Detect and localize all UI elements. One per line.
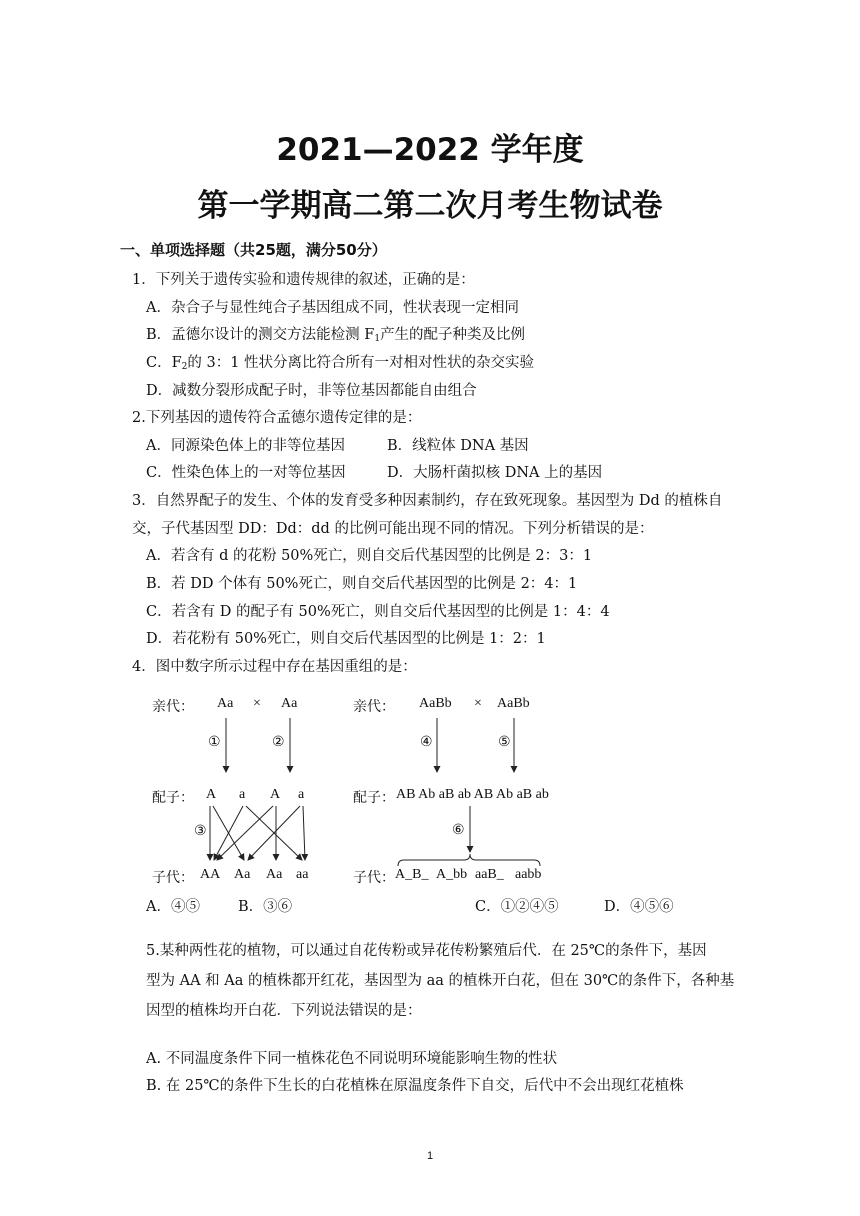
right-parent-label: 亲代： (353, 700, 395, 715)
q1-option-a: A．杂合子与显性纯合子基因组成不同，性状表现一定相同 (146, 300, 519, 316)
title-line1: 2021—2022 学年度 (276, 132, 584, 168)
offspring-brace (398, 854, 540, 866)
left-child-4: aa (296, 867, 309, 882)
step-2-label: ② (272, 735, 285, 750)
title-line2: 第一学期高二第二次月考生物试卷 (197, 188, 663, 224)
left-child-1: AA (200, 867, 221, 882)
q1-stem: 1．下列关于遗传实验和遗传规律的叙述，正确的是： (132, 272, 475, 288)
left-parent-1: Aa (217, 696, 234, 711)
left-child-label: 子代： (152, 871, 194, 886)
q4-option-d: D．④⑤⑥ (604, 899, 674, 915)
left-parent-2: Aa (281, 696, 298, 711)
q5-stem-line1: 5.某种两性花的植物，可以通过自花传粉或异花传粉繁殖后代．在 25℃的条件下，基因 (146, 943, 707, 959)
q1-option-b: B．孟德尔设计的测交方法能检测 $F_1$产生的配子种类及比例 (146, 327, 526, 344)
q3-option-a: A．若含有 d 的花粉 50%死亡，则自交后代基因型的比例是 2：3：1 (146, 548, 593, 564)
left-child-3: Aa (266, 867, 283, 882)
left-cross-sign: × (253, 696, 261, 711)
q5-option-a: A. 不同温度条件下同一植株花色不同说明环境能影响生物的性状 (146, 1051, 558, 1067)
left-gamete-2: a (239, 787, 246, 802)
section-heading: 一、单项选择题（共25题，满分50分） (120, 241, 387, 259)
right-parent-2: AaBb (497, 696, 530, 711)
cross-line-a3-aa (217, 806, 273, 860)
cross-line-a4-aa2 (248, 806, 300, 860)
q1-option-d: D．减数分裂形成配子时，非等位基因都能自由组合 (146, 383, 477, 399)
q5-stem-line3: 因型的植株均开白花．下列说法错误的是： (146, 1003, 422, 1019)
q3-option-d: D．若花粉有 50%死亡，则自交后代基因型的比例是 1：2：1 (146, 631, 546, 647)
step-6-label: ⑥ (452, 823, 465, 838)
q1-option-c: C．$F_2$的 3：1 性状分离比符合所有一对相对性状的杂交实验 (146, 355, 535, 372)
q2-option-b: B．线粒体 DNA 基因 (387, 438, 529, 454)
q2-option-d: D．大肠杆菌拟核 DNA 上的基因 (387, 465, 603, 481)
left-gamete-label: 配子： (152, 791, 194, 806)
q4-stem: 4．图中数字所示过程中存在基因重组的是： (132, 659, 417, 675)
right-child-3: aaB_ (475, 867, 504, 882)
right-child-1: A_B_ (395, 867, 429, 882)
right-gametes: AB Ab aB ab AB Ab aB ab (396, 787, 549, 802)
left-child-2: Aa (234, 867, 251, 882)
cross-line-a4-aa4 (303, 806, 305, 860)
right-child-4: aabb (515, 867, 542, 882)
q3-stem-line1: 3．自然界配子的发生、个体的发育受多种因素制约，存在致死现象。基因型为 Dd 的植株自 (132, 493, 723, 509)
right-child-label: 子代： (353, 871, 395, 886)
page-number: 1 (426, 1150, 434, 1162)
left-gamete-3: A (270, 787, 281, 802)
q4-option-c: C．①②④⑤ (475, 899, 559, 915)
left-gamete-1: A (206, 787, 217, 802)
q2-option-a: A．同源染色体上的非等位基因 (146, 438, 345, 454)
right-parent-1: AaBb (419, 696, 452, 711)
step-5-label: ⑤ (498, 735, 511, 750)
cross-line-a2-aa (214, 806, 243, 860)
q3-option-c: C．若含有 D 的配子有 50%死亡，则自交后代基因型的比例是 1：4：4 (146, 604, 610, 620)
step-4-label: ④ (420, 735, 433, 750)
q2-stem: 2.下列基因的遗传符合孟德尔遗传定律的是： (132, 410, 422, 426)
q4-option-a: A．④⑤ (146, 899, 200, 915)
right-cross-sign: × (474, 696, 482, 711)
step-1-label: ① (208, 735, 221, 750)
q5-stem-line2: 型为 AA 和 Aa 的植株都开红花，基因型为 aa 的植株开白花，但在 30℃的条件下，各种基 (146, 973, 735, 989)
right-gamete-label: 配子： (353, 791, 395, 806)
left-gamete-4: a (298, 787, 305, 802)
step-3-label: ③ (194, 824, 207, 839)
right-child-2: A_bb (436, 867, 468, 882)
q4-option-b: B．③⑥ (238, 899, 293, 915)
q3-option-b: B．若 DD 个体有 50%死亡，则自交后代基因型的比例是 2：4：1 (146, 576, 578, 592)
q3-stem-line2: 交，子代基因型 DD：Dd：dd 的比例可能出现不同的情况。下列分析错误的是： (132, 521, 654, 537)
left-parent-label: 亲代： (152, 700, 194, 715)
q5-option-b: B. 在 25℃的条件下生长的白花植株在原温度条件下自交，后代中不会出现红花植株 (146, 1078, 684, 1094)
q2-option-c: C．性染色体上的一对等位基因 (146, 465, 346, 481)
